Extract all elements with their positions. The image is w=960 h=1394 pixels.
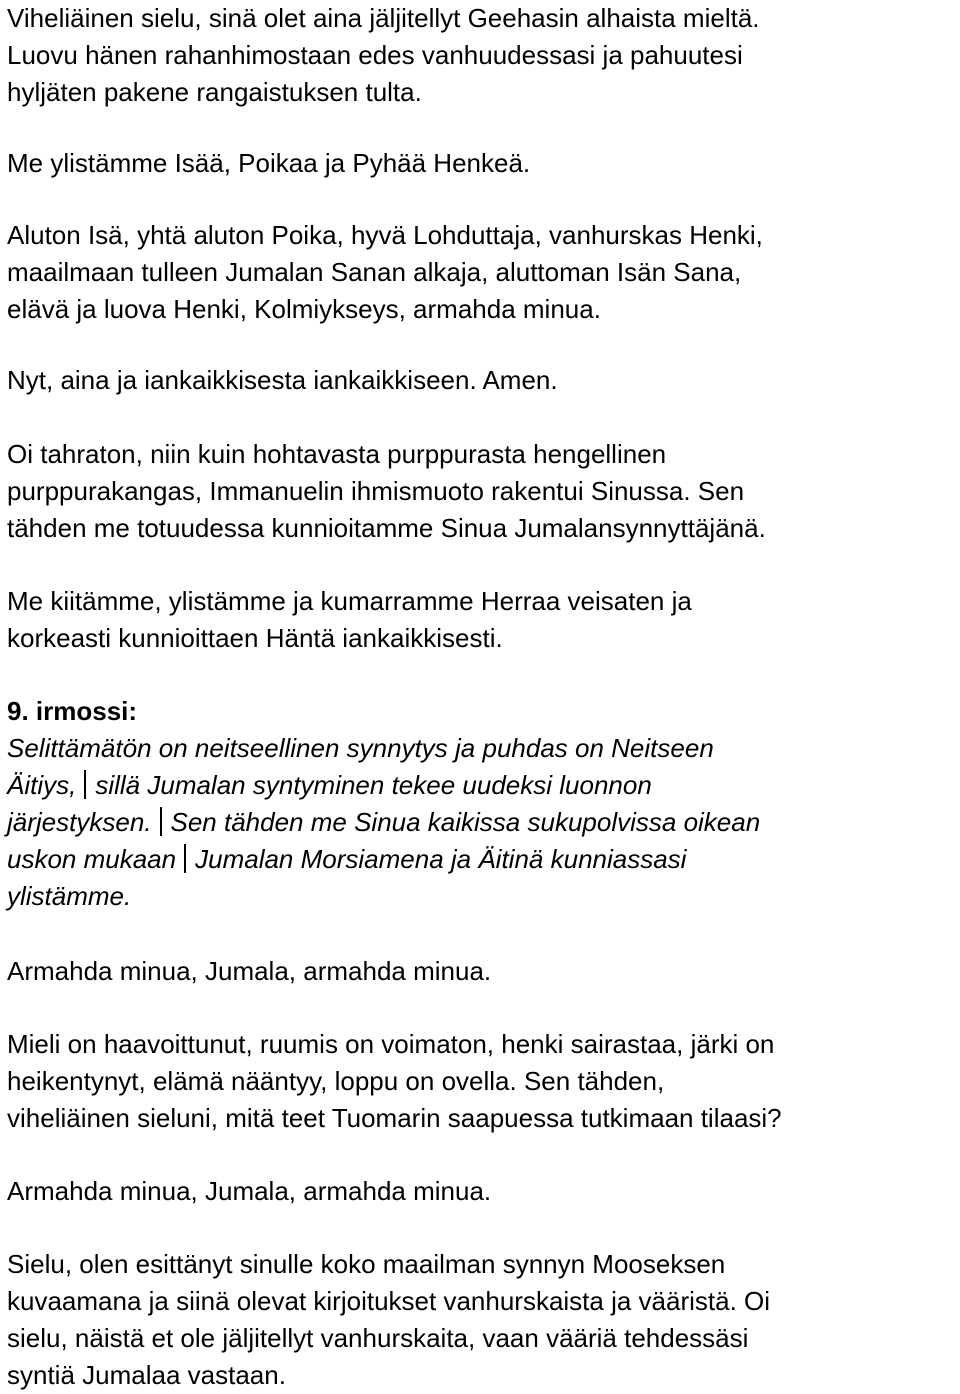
paragraph-9 (7, 1173, 491, 1210)
text-line: syntiä Jumalaa vastaan. (7, 1360, 286, 1390)
paragraph-6 (7, 583, 692, 657)
text-line: Selittämätön on neitseellinen synnytys ja puhdas on Neitseen (7, 733, 714, 763)
text-line: heikentynyt, elämä nääntyy, loppu on ovella. Sen tähden, (7, 1066, 665, 1096)
text-line: maailmaan tulleen Jumalan Sanan alkaja, aluttoman Isän Sana, (7, 257, 742, 287)
text-line: Mieli on haavoittunut, ruumis on voimaton, henki sairastaa, järki on (7, 1029, 775, 1059)
text-segment: Sen tähden me Sinua kaikissa sukupolvissa oikean (170, 807, 761, 837)
text-segment: sillä Jumalan syntyminen tekee uudeksi luonnon (95, 770, 652, 800)
text-segment: Äitiys, (7, 770, 77, 800)
text-line: Luovu hänen rahanhimostaan edes vanhuudessasi ja pahuutesi (7, 40, 743, 70)
paragraph-1 (7, 0, 760, 111)
paragraph-5 (7, 436, 766, 547)
text-line: elävä ja luova Henki, Kolmiykseys, armahda minua. (7, 294, 601, 324)
verse-separator (184, 844, 186, 873)
text-line: korkeasti kunnioittaen Häntä iankaikkisesti. (7, 623, 503, 653)
verse-separator (160, 807, 162, 836)
paragraph-7 (7, 953, 491, 990)
text-line: Me kiitämme, ylistämme ja kumarramme Herraa veisaten ja (7, 586, 692, 616)
text-line: Aluton Isä, yhtä aluton Poika, hyvä Lohduttaja, vanhurskas Henki, (7, 220, 763, 250)
paragraph-10 (7, 1246, 770, 1394)
paragraph-2 (7, 145, 530, 182)
text-line: Armahda minua, Jumala, armahda minua. (7, 1176, 492, 1206)
text-line: purppurakangas, Immanuelin ihmismuoto rakentui Sinussa. Sen (7, 476, 745, 506)
text-segment: uskon mukaan (7, 844, 177, 874)
text-line: Me ylistämme Isää, Poikaa ja Pyhää Henkeä. (7, 148, 531, 178)
paragraph-4 (7, 362, 558, 399)
text-line: tähden me totuudessa kunnioitamme Sinua Jumalansynnyttäjänä. (7, 513, 766, 543)
text-line: Armahda minua, Jumala, armahda minua. (7, 956, 492, 986)
text-line: Viheliäinen sielu, sinä olet aina jäljitellyt Geehasin alhaista mieltä. (7, 3, 760, 33)
text-line: sielu, näistä et ole jäljitellyt vanhurskaita, vaan vääriä tehdessäsi (7, 1323, 749, 1353)
irmos-heading: 9. irmossi: (7, 696, 138, 726)
text-line: kuvaamana ja siinä olevat kirjoitukset vanhurskaista ja vääristä. Oi (7, 1286, 771, 1316)
text-segment: Jumalan Morsiamena ja Äitinä kunniassasi (195, 844, 687, 874)
irmos-text (7, 730, 760, 915)
text-line: Sielu, olen esittänyt sinulle koko maailman synnyn Mooseksen (7, 1249, 726, 1279)
text-line: Oi tahraton, niin kuin hohtavasta purppurasta hengellinen (7, 439, 667, 469)
text-segment: järjestyksen. (7, 807, 152, 837)
text-line (7, 841, 760, 878)
text-line: hyljäten pakene rangaistuksen tulta. (7, 77, 422, 107)
text-line (7, 804, 760, 841)
paragraph-3 (7, 217, 763, 328)
text-line: viheliäinen sieluni, mitä teet Tuomarin saapuessa tutkimaan tilaasi? (7, 1103, 782, 1133)
verse-separator (84, 770, 86, 799)
text-line (7, 767, 760, 804)
text-line: Nyt, aina ja iankaikkisesta iankaikkiseen. Amen. (7, 365, 558, 395)
text-line: ylistämme. (7, 881, 132, 911)
paragraph-8 (7, 1026, 782, 1137)
